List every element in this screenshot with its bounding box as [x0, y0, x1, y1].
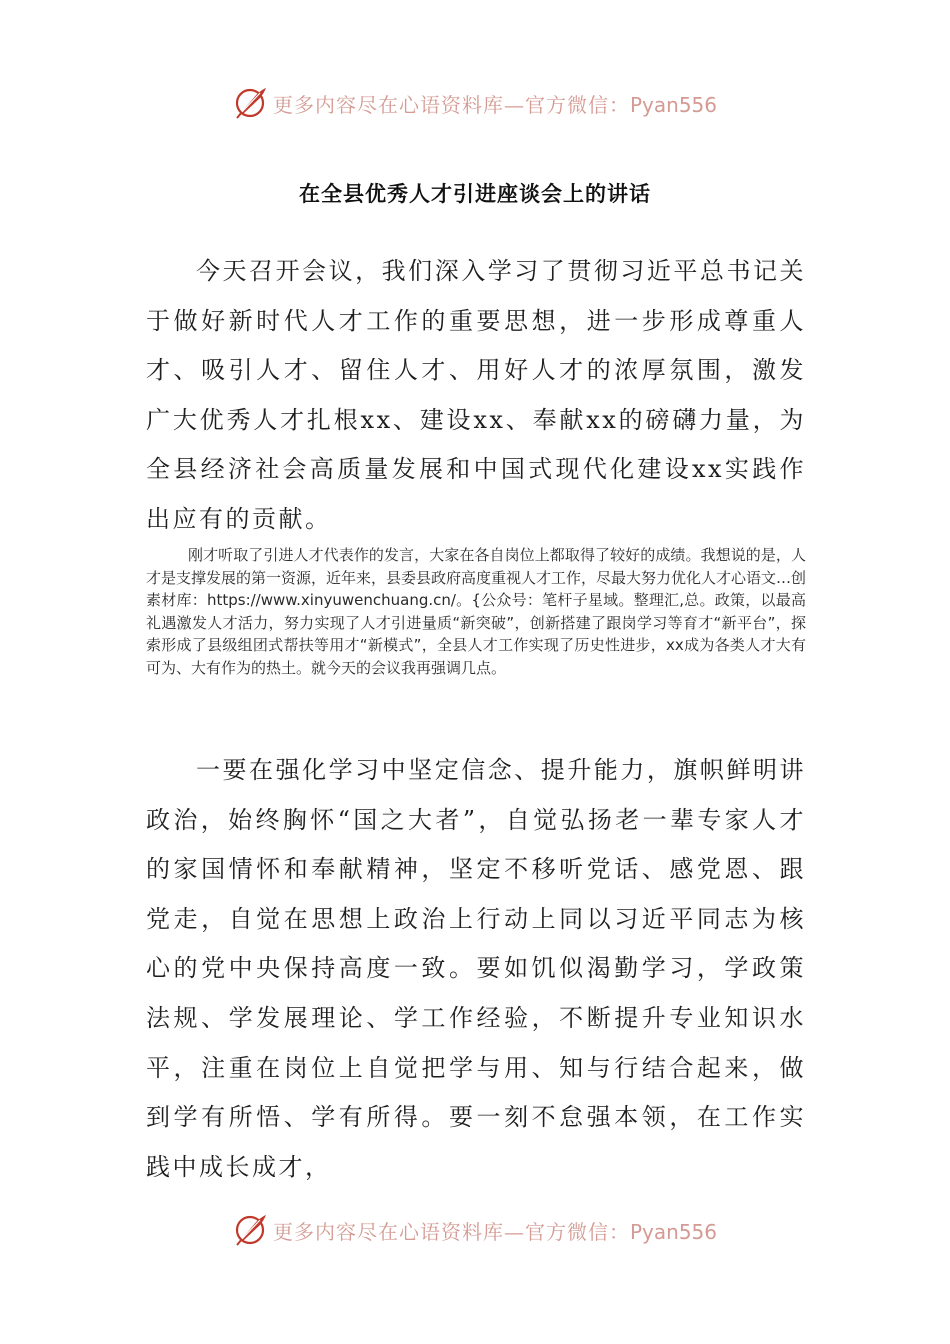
document-title: 在全县优秀人才引进座谈会上的讲话: [299, 182, 651, 206]
quill-logo-icon: [233, 85, 269, 121]
footer-banner-text: [273, 1216, 717, 1245]
footer-wechat-id: Pyan556: [629, 1219, 717, 1244]
header-banner: [0, 78, 950, 128]
footer-banner: [0, 1205, 950, 1255]
footer-banner-label: 更多内容尽在心语资料库—官方微信：: [272, 1219, 630, 1244]
header-wechat-id: Pyan556: [629, 92, 717, 117]
header-banner-text: [273, 89, 717, 118]
paragraph-1: 今天召开会议，我们深入学习了贯彻习近平总书记关于做好新时代人才工作的重要思想，进一步形成尊重人才、吸引人才、留住人才、用好人才的浓厚氛围，激发广大优秀人才扎根xx、建设xx、奉献xx的磅礴力量，为全县经济社会高质量发展和中国式现代化建设xx实践作出应有的贡献。: [146, 257, 806, 533]
paragraph-3: 一要在强化学习中坚定信念、提升能力，旗帜鲜明讲政治，始终胸怀“国之大者”，自觉弘扬老一辈专家人才的家国情怀和奉献精神，坚定不移听党话、感党恩、跟党走，自觉在思想上政治上行动上同以习近平同志为核心的党中央保持高度一致。要如饥似渴勤学习，学政策法规、学发展理论、学工作经验，不断提升专业知识水平，注重在岗位上自觉把学与用、知与行结合起来，做到学有所悟、学有所得。要一刻不怠强本领，在工作实践中成长成才，: [146, 756, 806, 1181]
header-banner-label: 更多内容尽在心语资料库—官方微信：: [272, 92, 630, 117]
paragraph-2: 刚才听取了引进人才代表作的发言，大家在各自岗位上都取得了较好的成绩。我想说的是，人才是支撑发展的第一资源，近年来，县委县政府高度重视人才工作，尽最大努力优化人才心语文…创素材库：https://www.xinyuwenchuang.cn/。{公众号：笔杆子星域。整理汇,总。政策，以最高礼遇激发人才活力，努力实现了人才引进量质“新突破”，创新搭建了跟岗学习等育才“新平台”，探索形成了县级组团式帮扶等用才“新模式”，全县人才工作实现了历史性进步，xx成为各类人才大有可为、大有作为的热土。就今天的会议我再强调几点。: [146, 546, 807, 677]
quill-logo-icon: [233, 1212, 269, 1248]
